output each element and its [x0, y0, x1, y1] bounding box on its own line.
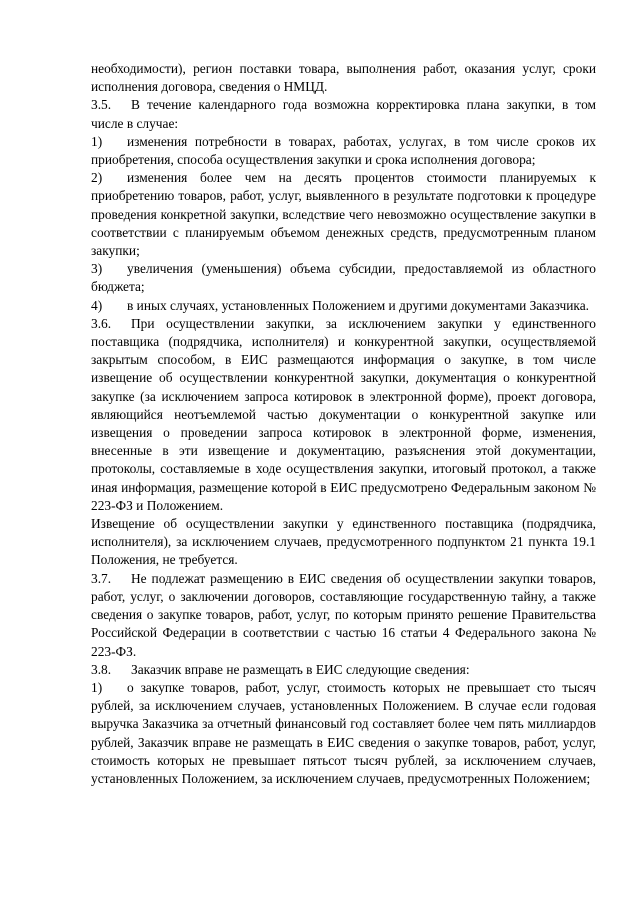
item-number: 3) [91, 261, 103, 277]
clause-number: 3.6. [91, 315, 112, 331]
item-number: 1) [91, 133, 103, 149]
list-item-1: 1) изменения потребности в товарах, работах, услугах, в том числе сроков их приобретения, способа осуществления закупки и срока исполнения договора; [91, 133, 596, 168]
list-item-2: 2) изменения более чем на десять процентов стоимости планируемых к приобретению товаров, работ, услуг, выявленного в результате подготовки к процедуре проведения конкретной закупки, вследствие чего невозможно осуществление закупки в соответствии с планируемым объемом денежных средств, предусмотренным планом закупки; [91, 170, 596, 259]
paragraph-3-8: 3.8. Заказчик вправе не размещать в ЕИС следующие сведения: [91, 661, 596, 679]
item-number: 4) [91, 297, 103, 313]
paragraph-3-7: 3.7. Не подлежат размещению в ЕИС сведения об осуществлении закупки товаров, работ, услуг, о заключении договоров, составляющие государственную тайну, а также сведения о закупке товаров, работ, услуг, по которым принято решение Правительства Российской Федерации в соответствии с частью 16 статьи 4 Федерального закона № 223-ФЗ. [91, 570, 596, 659]
paragraph-notice: Извещение об осуществлении закупки у единственного поставщика (подрядчика, исполнителя), за исключением случаев, предусмотренного подпунктом 21 пункта 19.1 Положения, не требуется. [91, 516, 596, 568]
paragraph-continuation: необходимости), регион поставки товара, выполнения работ, оказания услуг, сроки исполнения договора, сведения о НМЦД. [91, 61, 596, 95]
item-number: 1) [91, 679, 103, 695]
list-item-4: 4) в иных случаях, установленных Положением и другими документами Заказчика. [91, 297, 596, 315]
clause-number: 3.8. [91, 661, 112, 677]
list-item-3-8-1: 1) о закупке товаров, работ, услуг, стоимость которых не превышает сто тысяч рублей, за исключением случаев, установленных Положением. В случае если годовая выручка Заказчика за отчетный финансовый год составляет более чем пять миллиардов рублей, Заказчик вправе не размещать в ЕИС сведения о закупке товаров, работ, услуг, стоимость которых не превышает пятьсот тысяч рублей, за исключением случаев, установленных Положением, за исключением случаев, предусмотренных Положением; [91, 679, 596, 786]
paragraph-3-5: 3.5. В течение календарного года возможна корректировка плана закупки, в том числе в случае: [91, 97, 596, 131]
item-number: 2) [91, 170, 103, 186]
clause-number: 3.7. [91, 570, 112, 586]
paragraph-3-6: 3.6. При осуществлении закупки, за исключением закупки у единственного поставщика (подрядчика, исполнителя) и конкурентной закупки, осуществляемой закрытым способом, в ЕИС размещаются информация о закупке, в том числе извещение об осуществлении конкурентной закупки, документация о конкурентной закупке (за исключением запроса котировок в электронной форме), проект договора, являющийся неотъемлемой частью документации о конкурентной закупке или извещения о проведении запроса котировок в электронной форме, изменения, внесенные в эти извещение и документацию, разъяснения этой документации, протоколы, составляемые в ходе осуществления закупки, итоговый протокол, а также иная информация, размещение которой в ЕИС предусмотрено Федеральным законом № 223-ФЗ и Положением. [91, 315, 596, 513]
clause-number: 3.5. [91, 97, 112, 113]
list-item-3: 3) увеличения (уменьшения) объема субсидии, предоставляемой из областного бюджета; [91, 261, 596, 295]
